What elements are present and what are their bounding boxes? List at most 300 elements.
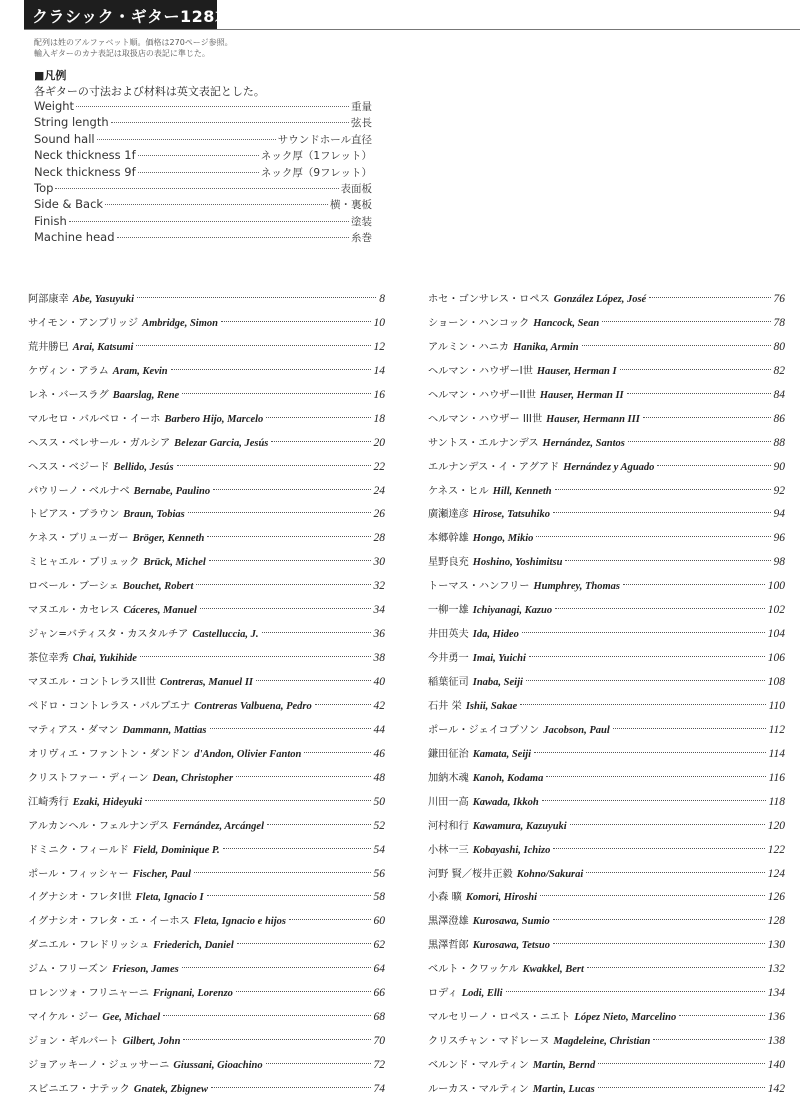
page-number: 44 <box>373 723 385 736</box>
index-entry[interactable] <box>428 623 785 647</box>
leader-dots <box>267 824 370 825</box>
index-entry[interactable] <box>28 958 385 982</box>
leader-dots <box>117 237 349 238</box>
legend-row <box>34 197 372 213</box>
maker-name-ja: マイケル・ジー <box>28 1012 99 1024</box>
index-entry[interactable] <box>428 863 785 887</box>
index-entry[interactable] <box>428 312 785 336</box>
index-entry[interactable] <box>28 312 385 336</box>
index-entry[interactable] <box>428 1054 785 1078</box>
maker-name-en: Kamata, Seiji <box>472 748 532 760</box>
page-number: 108 <box>767 676 785 688</box>
leader-dots <box>643 417 771 418</box>
page-number: 34 <box>373 604 385 617</box>
maker-name-ja: イグナシオ・フレタ・エ・イーホス <box>28 916 190 928</box>
page-number: 16 <box>373 388 385 401</box>
leader-dots <box>649 297 770 298</box>
page-number: 86 <box>773 412 785 425</box>
index-entry[interactable] <box>428 934 785 958</box>
maker-name-ja: ケネス・ブリューガー <box>28 533 129 545</box>
maker-name-ja: 石井 栄 <box>428 700 462 712</box>
index-entry[interactable] <box>28 360 385 384</box>
leader-dots <box>207 536 370 537</box>
legend-translation: 弦長 <box>351 117 372 130</box>
leader-dots <box>194 872 370 873</box>
index-entry[interactable] <box>28 336 385 360</box>
page-number: 56 <box>373 867 385 880</box>
maker-name-ja: 阿部康幸 <box>28 294 69 305</box>
page-number: 124 <box>767 867 785 880</box>
index-entry[interactable] <box>28 1054 385 1078</box>
maker-name-en: Imai, Yuichi <box>472 653 526 665</box>
page-number: 130 <box>767 939 785 952</box>
leader-dots <box>211 1087 371 1088</box>
leader-dots <box>196 584 370 585</box>
maker-name-en: Frignani, Lorenzo <box>152 988 233 1000</box>
index-entry[interactable] <box>428 743 785 767</box>
index-entry[interactable] <box>28 671 385 695</box>
index-entry[interactable] <box>428 647 785 671</box>
maker-name-ja: ロベール・ブーシェ <box>28 581 119 593</box>
leader-dots <box>266 1063 371 1064</box>
maker-name-ja: 川田一高 <box>428 796 469 808</box>
maker-name-en: Arai, Katsumi <box>72 341 134 353</box>
index-entry[interactable] <box>28 408 385 432</box>
maker-name-ja: 井田英夫 <box>428 629 469 641</box>
index-entry[interactable] <box>28 791 385 815</box>
leader-dots <box>613 728 766 729</box>
leader-dots <box>262 632 371 633</box>
maker-name-ja: ジム・フリーズン <box>28 964 109 976</box>
maker-name-ja: ジョアッキーノ・ジュッサーニ <box>28 1060 170 1071</box>
index-column-left <box>28 288 385 1102</box>
index-entry[interactable] <box>428 1006 785 1030</box>
index-entry[interactable] <box>428 767 785 791</box>
page-number: 84 <box>773 388 785 401</box>
legend-row <box>34 132 372 148</box>
leader-dots <box>553 512 771 513</box>
maker-name-ja: トーマス・ハンフリー <box>428 581 530 593</box>
legend-translation: ネック厚（9フレット） <box>260 166 372 179</box>
legend-term: Finish <box>34 213 67 228</box>
leader-dots <box>236 776 370 777</box>
leader-dots <box>529 656 765 657</box>
legend-row <box>34 148 372 164</box>
maker-name-en: Belezar Garcia, Jesús <box>174 437 269 449</box>
index-entry[interactable] <box>28 527 385 551</box>
leader-dots <box>207 895 371 896</box>
maker-name-en: Fleta, Ignacio e hijos <box>193 916 286 928</box>
leader-dots <box>223 848 371 849</box>
maker-name-ja: 荒井勝巳 <box>28 341 69 353</box>
maker-name-ja: 河野 賢／桜井正毅 <box>428 868 513 880</box>
leader-dots <box>627 393 771 394</box>
page-number: 100 <box>767 580 785 593</box>
page-number: 118 <box>768 795 785 808</box>
maker-name-en: Brück, Michel <box>143 557 206 569</box>
index-entry[interactable] <box>28 599 385 623</box>
maker-name-en: Barbero Hijo, Marcelo <box>164 413 264 425</box>
index-entry[interactable] <box>428 527 785 551</box>
index-entry[interactable] <box>428 958 785 982</box>
index-entry[interactable] <box>28 815 385 839</box>
maker-name-en: Hongo, Mikio <box>472 533 534 545</box>
page-number: 132 <box>767 963 785 976</box>
index-entry[interactable] <box>428 432 785 456</box>
leader-dots <box>138 155 259 156</box>
leader-dots <box>105 204 328 205</box>
leader-dots <box>586 872 764 873</box>
leader-dots <box>140 656 371 657</box>
maker-name-en: Kurosawa, Sumio <box>472 916 550 928</box>
maker-name-ja: 茶位幸秀 <box>28 653 69 665</box>
page-number: 96 <box>773 532 785 545</box>
page-number: 102 <box>767 604 785 617</box>
maker-name-en: Braun, Tobias <box>123 509 185 521</box>
leader-dots <box>553 848 764 849</box>
maker-name-ja: レネ・バースラグ <box>28 389 109 401</box>
index-entry[interactable] <box>28 647 385 671</box>
maker-name-ja: サイモン・アンブリッジ <box>28 317 139 329</box>
legend-term: Neck thickness 1f <box>34 148 136 163</box>
index-entry[interactable] <box>428 886 785 910</box>
maker-name-en: Ida, Hideo <box>472 629 519 641</box>
maker-name-ja: マルセリーノ・ロペス・ニエト <box>428 1012 571 1024</box>
page-number: 22 <box>373 460 385 473</box>
maker-name-ja: クリストファー・ディーン <box>28 772 149 784</box>
maker-name-en: Lodi, Elli <box>461 988 503 1000</box>
maker-name-en: Hauser, Herman I <box>536 365 617 377</box>
maker-name-en: Friederich, Daniel <box>153 940 234 952</box>
index-entry[interactable] <box>428 695 785 719</box>
page-number: 114 <box>768 747 785 760</box>
index-entry[interactable] <box>428 384 785 408</box>
legend-term: Side & Back <box>34 197 104 212</box>
maker-name-en: Kawada, Ikkoh <box>472 796 539 808</box>
leader-dots <box>522 632 765 633</box>
maker-name-ja: マヌエル・コントレラスII世 <box>28 677 156 688</box>
leader-dots <box>679 1015 765 1016</box>
maker-name-ja: ヘルマン・ハウザーI世 <box>428 365 533 377</box>
index-entry[interactable] <box>28 719 385 743</box>
maker-name-en: Hernández, Santos <box>542 437 625 449</box>
maker-name-en: Bouchet, Robert <box>122 581 194 593</box>
leader-dots <box>76 106 349 107</box>
maker-name-en: Dammann, Mattias <box>122 724 207 736</box>
maker-name-en: Field, Dominique P. <box>132 844 220 856</box>
maker-name-ja: ミヒャエル・ブリュック <box>28 557 140 569</box>
index-entry[interactable] <box>428 910 785 934</box>
index-entry[interactable] <box>428 503 785 527</box>
maker-name-en: Castelluccia, J. <box>192 629 259 641</box>
leader-dots <box>620 369 771 370</box>
index-entry[interactable] <box>428 336 785 360</box>
maker-name-ja: ロレンツォ・フリニャーニ <box>28 988 149 1000</box>
page-number: 70 <box>373 1035 385 1048</box>
maker-name-en: Hoshino, Yoshimitsu <box>472 557 563 569</box>
maker-name-en: Dean, Christopher <box>152 772 234 784</box>
leader-dots <box>236 991 371 992</box>
legend-translation: ネック厚（1フレット） <box>260 150 372 163</box>
maker-name-en: Ambridge, Simon <box>142 317 218 329</box>
legend-list <box>34 99 372 247</box>
index-entry[interactable] <box>428 1030 785 1054</box>
page-number: 26 <box>373 508 385 521</box>
maker-name-en: Martin, Bernd <box>532 1060 596 1071</box>
legend-term: Weight <box>34 99 75 113</box>
maker-name-en: Gnatek, Zbignew <box>133 1083 208 1095</box>
index-entry[interactable] <box>28 503 385 527</box>
index-entry[interactable] <box>428 480 785 504</box>
index-entry[interactable] <box>28 288 385 312</box>
page-number: 62 <box>373 939 385 952</box>
page-number: 28 <box>373 532 385 545</box>
page-number: 94 <box>773 508 785 521</box>
page-number: 112 <box>768 723 785 736</box>
page-number: 10 <box>373 316 385 329</box>
maker-name-ja: ヘルマン・ハウザー III世 <box>428 413 543 425</box>
index-entry[interactable] <box>28 934 385 958</box>
maker-name-en: Aram, Kevin <box>112 365 168 377</box>
legend-term: Machine head <box>34 230 115 245</box>
intro-text <box>34 37 233 59</box>
maker-name-ja: 江崎秀行 <box>28 796 69 808</box>
leader-dots <box>628 441 771 442</box>
index-entry[interactable] <box>428 408 785 432</box>
maker-name-en: Abe, Yasuyuki <box>72 294 135 305</box>
leader-dots <box>657 465 770 466</box>
index-entry[interactable] <box>28 767 385 791</box>
maker-name-en: Jacobson, Paul <box>543 724 610 736</box>
page-number: 8 <box>379 293 385 305</box>
leader-dots <box>540 895 765 896</box>
leader-dots <box>623 584 765 585</box>
maker-name-ja: ジャン=バティスタ・カスタルチア <box>28 629 189 641</box>
page-number: 116 <box>768 771 785 784</box>
maker-name-ja: イグナシオ・フレタI世 <box>28 892 132 904</box>
maker-name-en: Kurosawa, Tetsuo <box>472 940 550 952</box>
leader-dots <box>256 680 370 681</box>
leader-dots <box>213 489 370 490</box>
intro-line: 配列は姓のアルファベット順。価格は270ページ参照。 <box>34 38 233 47</box>
maker-name-en: González López, José <box>553 294 647 305</box>
index-entry[interactable] <box>28 743 385 767</box>
page-number: 72 <box>373 1059 385 1071</box>
page-number: 20 <box>373 436 385 449</box>
leader-dots <box>171 369 371 370</box>
leader-dots <box>177 465 371 466</box>
maker-name-ja: トビアス・ブラウン <box>28 509 120 521</box>
maker-name-ja: マヌエル・カセレス <box>28 605 120 617</box>
legend-row <box>34 115 372 131</box>
page-number: 120 <box>767 819 785 832</box>
maker-name-ja: ダニエル・フレドリッシュ <box>28 940 150 952</box>
page-number: 92 <box>773 484 785 497</box>
leader-dots <box>315 704 371 705</box>
maker-name-ja: ペドロ・コントレラス・バルブエナ <box>28 700 191 712</box>
index-entry[interactable] <box>428 719 785 743</box>
leader-dots <box>111 122 349 123</box>
maker-name-en: Gee, Michael <box>102 1012 161 1024</box>
maker-name-ja: マティアス・ダマン <box>28 724 119 736</box>
maker-name-en: Hill, Kenneth <box>492 485 552 497</box>
maker-name-en: Ichiyanagi, Kazuo <box>472 605 553 617</box>
maker-name-ja: エルナンデス・イ・アグアド <box>428 461 560 473</box>
maker-name-en: Magdeleine, Christian <box>553 1036 651 1048</box>
index-entry[interactable] <box>428 288 785 312</box>
maker-name-en: Baarslag, Rene <box>112 389 180 401</box>
leader-dots <box>237 943 371 944</box>
maker-name-ja: スビニエフ・ナテック <box>28 1083 130 1095</box>
page-number: 126 <box>767 891 785 904</box>
maker-name-ja: ヘスス・ベレサール・ガルシア <box>28 437 171 449</box>
legend-translation: 重量 <box>351 101 372 113</box>
leader-dots <box>598 1087 765 1088</box>
page-number: 12 <box>373 340 385 353</box>
maker-name-ja: パウリーノ・ベルナベ <box>28 485 130 497</box>
page-number: 54 <box>373 843 385 856</box>
maker-name-en: Hernández y Aguado <box>563 461 655 473</box>
page-number: 52 <box>373 819 385 832</box>
maker-name-en: Fernández, Arcángel <box>172 820 265 832</box>
maker-name-en: Hauser, Herman II <box>539 389 624 401</box>
index-entry[interactable] <box>28 839 385 863</box>
index-entry[interactable] <box>428 551 785 575</box>
maker-name-en: Kanoh, Kodama <box>472 772 544 784</box>
intro-line: 輸入ギターのカナ表記は取扱店の表記に準じた。 <box>34 49 210 58</box>
leader-dots <box>55 188 338 189</box>
maker-name-ja: アルカンヘル・フェルナンデス <box>28 820 169 832</box>
index-entry[interactable] <box>428 839 785 863</box>
maker-name-ja: 加納木魂 <box>428 772 469 784</box>
legend-heading: ■凡例 <box>34 69 67 82</box>
index-entry[interactable] <box>428 599 785 623</box>
legend-term: Top <box>34 180 54 195</box>
maker-name-en: Bernabe, Paulino <box>133 485 211 497</box>
page-number: 68 <box>373 1011 385 1024</box>
index-entry[interactable] <box>28 432 385 456</box>
maker-name-ja: 小林一三 <box>428 844 469 856</box>
maker-name-en: Kwakkel, Bert <box>522 964 584 976</box>
maker-name-ja: 小森 曠 <box>428 892 462 904</box>
index-entry[interactable] <box>428 671 785 695</box>
legend-term: String length <box>34 115 109 130</box>
page-title: クラシック・ギター128本 <box>32 6 232 26</box>
maker-name-en: Hanika, Armin <box>513 341 579 353</box>
legend-row <box>34 99 372 115</box>
leader-dots <box>553 943 765 944</box>
page-number: 128 <box>767 915 785 928</box>
legend-term: Neck thickness 9f <box>34 164 136 179</box>
maker-name-ja: 鎌田征治 <box>428 748 469 760</box>
maker-name-ja: 星野良充 <box>428 557 469 569</box>
index-entry[interactable] <box>28 456 385 480</box>
legend-translation: 表面板 <box>340 182 372 195</box>
page-number: 76 <box>773 293 785 305</box>
index-entry[interactable] <box>428 575 785 599</box>
leader-dots <box>536 536 770 537</box>
maker-name-en: Ishii, Sakae <box>465 700 518 712</box>
maker-name-ja: ケネス・ヒル <box>428 485 489 497</box>
maker-name-ja: 黒澤澄雄 <box>428 916 469 928</box>
index-entry[interactable] <box>428 815 785 839</box>
page-number: 140 <box>767 1059 785 1071</box>
index-entry[interactable] <box>28 480 385 504</box>
leader-dots <box>221 321 371 322</box>
maker-name-en: Komori, Hiroshi <box>465 892 538 904</box>
index-entry[interactable] <box>28 982 385 1006</box>
page-number: 142 <box>767 1082 785 1095</box>
page-number: 90 <box>773 460 785 473</box>
index-entry[interactable] <box>428 1078 785 1102</box>
header-bar <box>24 0 232 30</box>
index-entry[interactable] <box>28 623 385 647</box>
page-number: 32 <box>373 580 385 593</box>
maker-name-ja: クリスチャン・マドレーヌ <box>428 1036 550 1048</box>
index-entry[interactable] <box>428 360 785 384</box>
legend-translation: 糸巻 <box>351 232 372 245</box>
maker-name-ja: ポール・ジェイコブソン <box>428 724 540 736</box>
page-number: 14 <box>373 364 385 377</box>
leader-dots <box>271 441 370 442</box>
index-entry[interactable] <box>28 1006 385 1030</box>
index-entry[interactable] <box>428 456 785 480</box>
index-entry[interactable] <box>428 791 785 815</box>
leader-dots <box>555 608 765 609</box>
index-entry[interactable] <box>428 982 785 1006</box>
index-entry[interactable] <box>28 1030 385 1054</box>
maker-name-ja: 一柳一雄 <box>428 605 469 617</box>
maker-name-ja: 今井勇一 <box>428 653 469 665</box>
maker-name-ja: ヘスス・ベジード <box>28 461 110 473</box>
index-entry[interactable] <box>28 551 385 575</box>
index-column-right <box>428 288 785 1102</box>
leader-dots <box>546 776 765 777</box>
index-entry[interactable] <box>28 384 385 408</box>
index-entry[interactable] <box>28 695 385 719</box>
maker-name-en: Giussani, Gioachino <box>173 1060 263 1071</box>
maker-name-ja: ベルンド・マルティン <box>428 1060 529 1071</box>
maker-name-en: Kawamura, Kazuyuki <box>472 820 567 832</box>
index-entry[interactable] <box>28 575 385 599</box>
page-number: 134 <box>767 987 785 1000</box>
maker-name-en: Fleta, Ignacio I <box>135 892 204 904</box>
page-number: 64 <box>373 963 385 976</box>
maker-name-en: Bellido, Jesús <box>113 461 174 473</box>
index-entry[interactable] <box>28 863 385 887</box>
page-number: 106 <box>767 652 785 665</box>
maker-name-en: Frieson, James <box>112 964 179 976</box>
page-number: 110 <box>768 699 785 712</box>
legend-note: 各ギターの寸法および材料は英文表記とした。 <box>34 85 265 98</box>
maker-name-en: Humphrey, Thomas <box>533 581 621 593</box>
maker-name-en: Kobayashi, Ichizo <box>472 844 551 856</box>
maker-name-en: Ezaki, Hideyuki <box>72 796 143 808</box>
maker-name-ja: 廣瀬達彦 <box>428 509 469 521</box>
maker-name-ja: オリヴィエ・ファントン・ダンドン <box>28 748 191 760</box>
page-number: 74 <box>373 1082 385 1095</box>
page-number: 48 <box>373 771 385 784</box>
maker-name-en: Hirose, Tatsuhiko <box>472 509 550 521</box>
leader-dots <box>200 608 371 609</box>
maker-name-ja: 黒澤哲郎 <box>428 940 469 952</box>
maker-name-ja: ドミニク・フィールド <box>28 844 129 856</box>
index-entry[interactable] <box>28 910 385 934</box>
maker-name-ja: ポール・フィッシャー <box>28 868 129 880</box>
index-entry[interactable] <box>28 1078 385 1102</box>
leader-dots <box>145 800 370 801</box>
index-entry[interactable] <box>28 886 385 910</box>
